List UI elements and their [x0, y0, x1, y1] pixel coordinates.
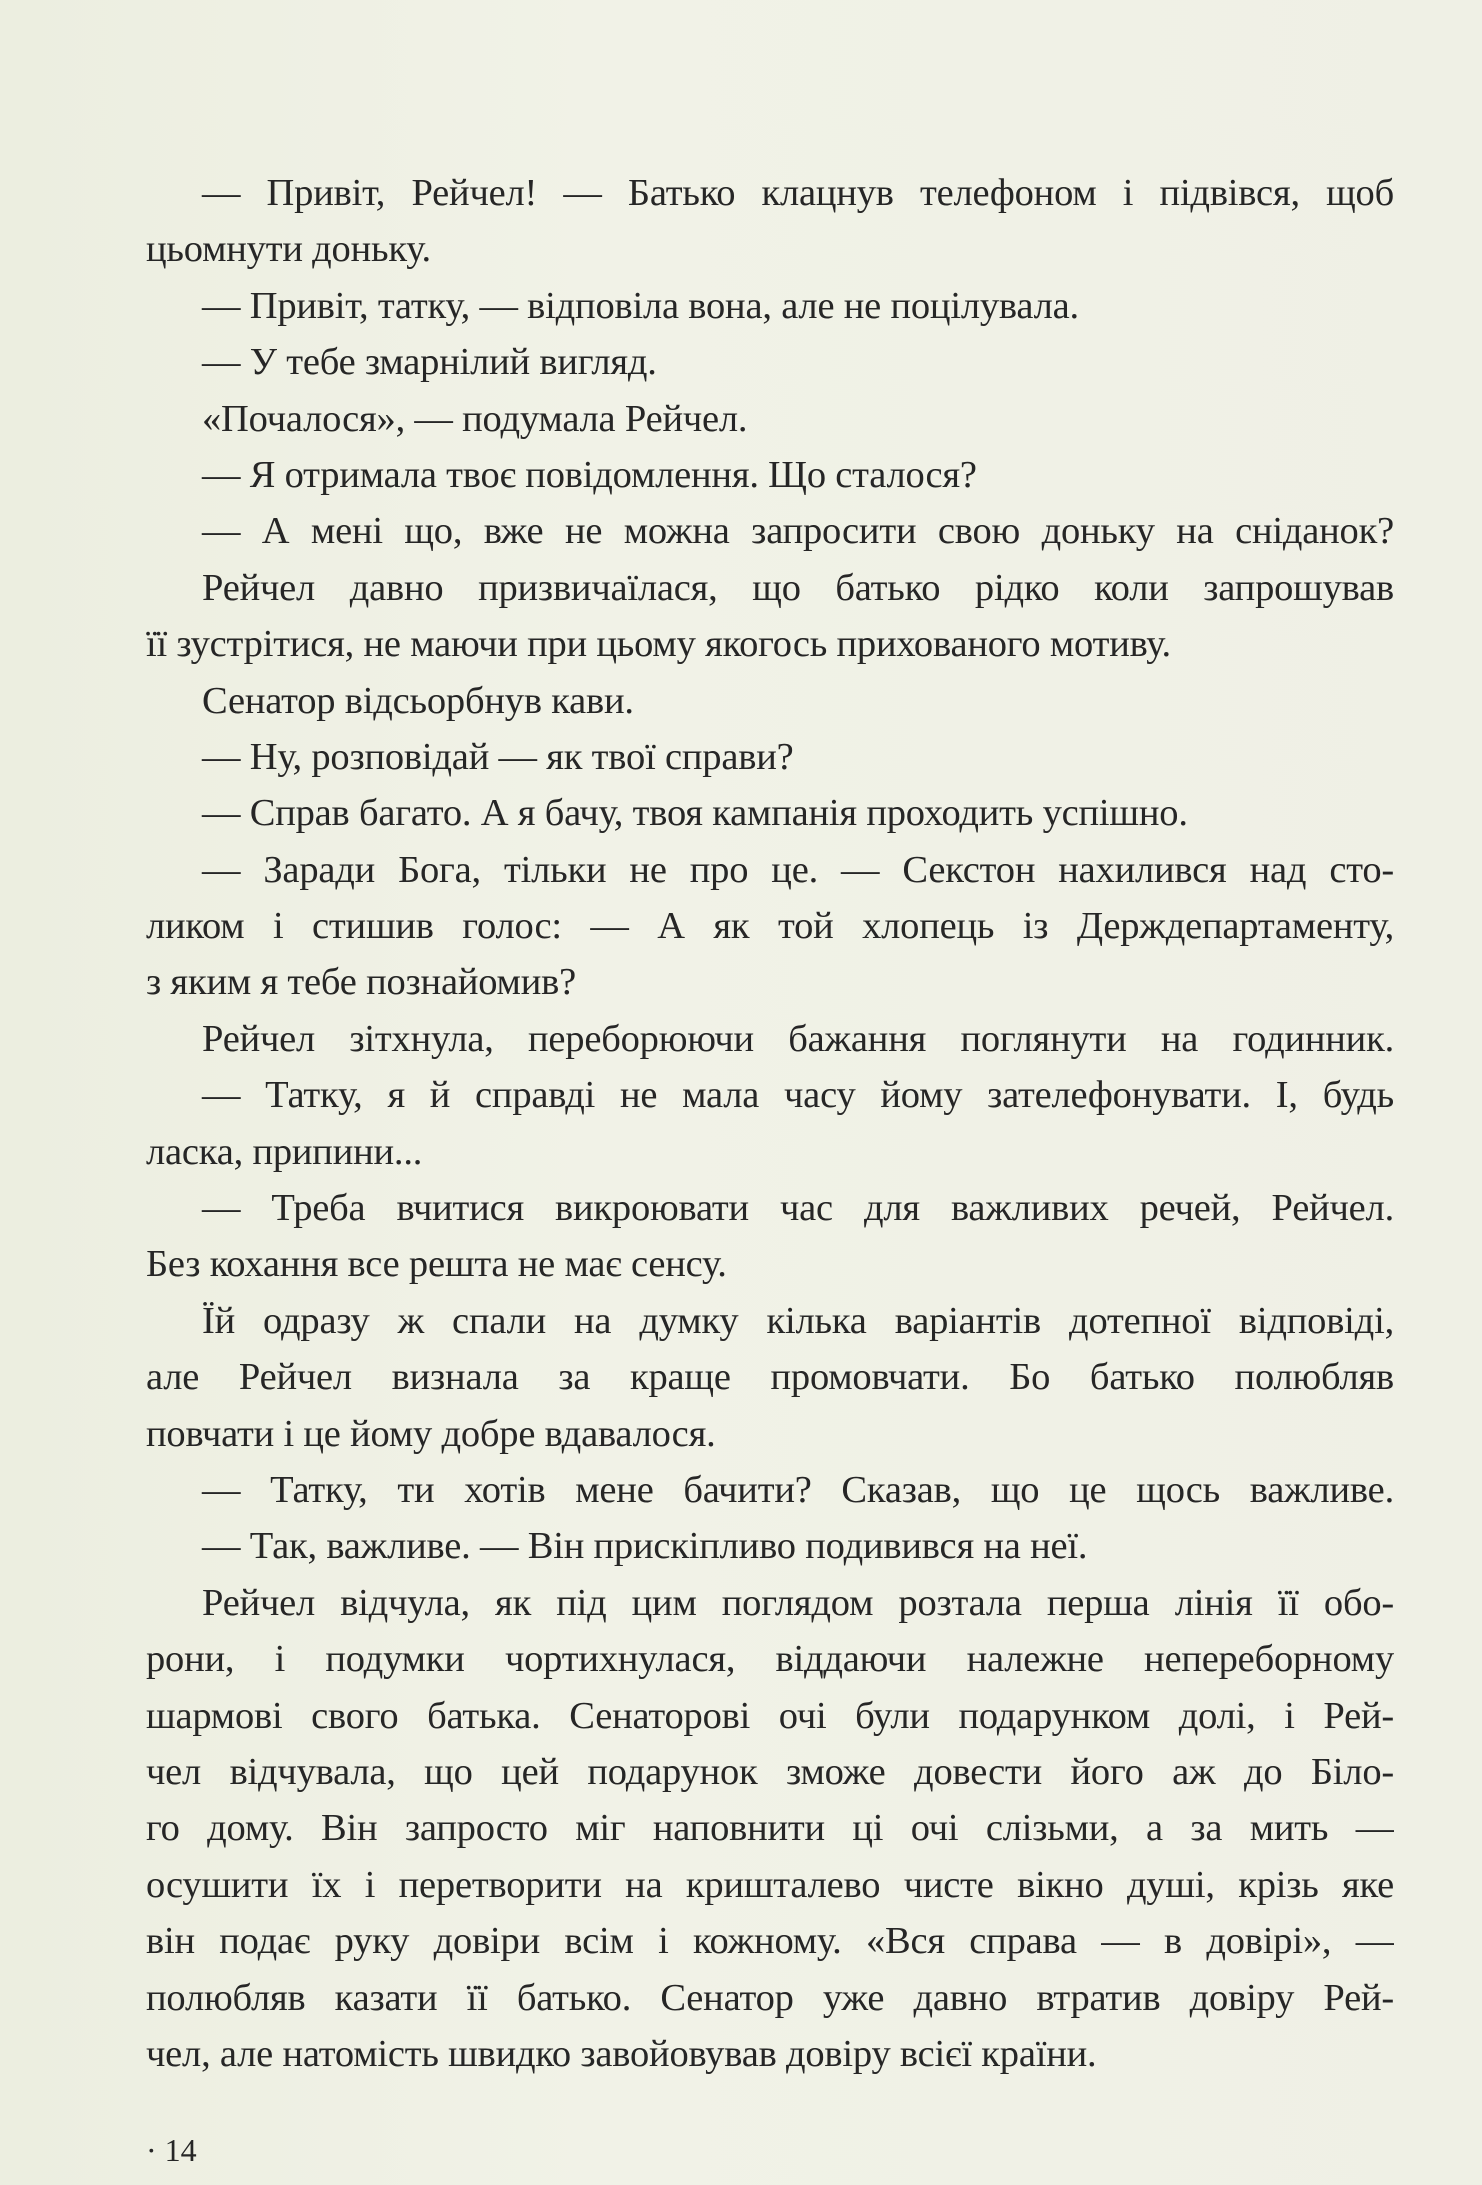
page-number: · 14 [146, 2132, 197, 2168]
text-line: її зустрітися, не маючи при цьому якогось прихованого мотиву. [146, 623, 1171, 666]
text-line: Без кохання все решта не має сенсу. [146, 1243, 727, 1286]
text-line: осушити їх і перетворити на кришталево чисте вікно душі, крізь яке [146, 1863, 1394, 1906]
text-line: Рейчел зітхнула, переборюючи бажання поглянути на годинник. [202, 1017, 1394, 1060]
text-line: — Я отримала твоє повідомлення. Що сталося? [202, 453, 977, 496]
text-line: — Татку, ти хотів мене бачити? Сказав, що це щось важливе. [202, 1468, 1394, 1511]
text-line: повчати і це йому добре вдавалося. [146, 1412, 716, 1455]
text-line: Сенатор відсьорбнув кави. [202, 679, 634, 722]
text-line: полюбляв казати її батько. Сенатор уже давно втратив довіру Рей- [146, 1976, 1394, 2019]
text-line: чел відчувала, що цей подарунок зможе довести його аж до Біло- [146, 1750, 1394, 1793]
text-line: чел, але натомість швидко завойовував довіру всієї країни. [146, 2032, 1097, 2075]
book-page-text [146, 165, 1394, 2082]
text-line: «Почалося», — подумала Рейчел. [202, 397, 748, 440]
text-line: шармові свого батька. Сенаторові очі були подарунком долі, і Рей- [146, 1694, 1394, 1737]
text-line: — Заради Бога, тільки не про це. — Секстон нахилився над сто- [202, 848, 1394, 891]
text-line: — Треба вчитися викроювати час для важливих речей, Рейчел. [202, 1187, 1394, 1230]
text-line: — Татку, я й справді не мала часу йому зателефонувати. І, будь [202, 1074, 1394, 1117]
text-line: — У тебе змарнілий вигляд. [202, 341, 657, 384]
text-line: ласка, припини... [146, 1130, 423, 1173]
text-line: — Привіт, татку, — відповіла вона, але не поцілувала. [202, 284, 1079, 327]
text-line: ликом і стишив голос: — А як той хлопець із Держдепартаменту, [146, 905, 1394, 948]
text-line: — Привіт, Рейчел! — Батько клацнув телефоном і підвівся, щоб [202, 172, 1394, 214]
text-line: — Ну, розповідай — як твої справи? [202, 735, 794, 778]
text-line: — Так, важливе. — Він прискіпливо подивився на неї. [202, 1525, 1088, 1568]
text-line: Їй одразу ж спали на думку кілька варіантів дотепної відповіді, [202, 1299, 1394, 1342]
text-line: він подає руку довіри всім і кожному. «Вся справа — в довірі», — [146, 1920, 1394, 1963]
text-line: — Справ багато. А я бачу, твоя кампанія проходить успішно. [202, 792, 1188, 835]
text-line: Рейчел відчула, як під цим поглядом розтала перша лінія її обо- [202, 1581, 1394, 1624]
text-line: — А мені що, вже не можна запросити свою доньку на сніданок? [202, 510, 1394, 553]
text-line: Рейчел давно призвичаїлася, що батько рідко коли запрошував [202, 566, 1394, 609]
text-line: але Рейчел визнала за краще промовчати. Бо батько полюбляв [146, 1356, 1394, 1399]
text-line: цьомнути доньку. [146, 228, 431, 271]
text-line: з яким я тебе познайомив? [146, 961, 576, 1004]
text-line: го дому. Він запросто міг наповнити ці очі слізьми, а за мить — [146, 1807, 1394, 1850]
text-line: рони, і подумки чортихнулася, віддаючи належне непереборному [146, 1638, 1394, 1681]
